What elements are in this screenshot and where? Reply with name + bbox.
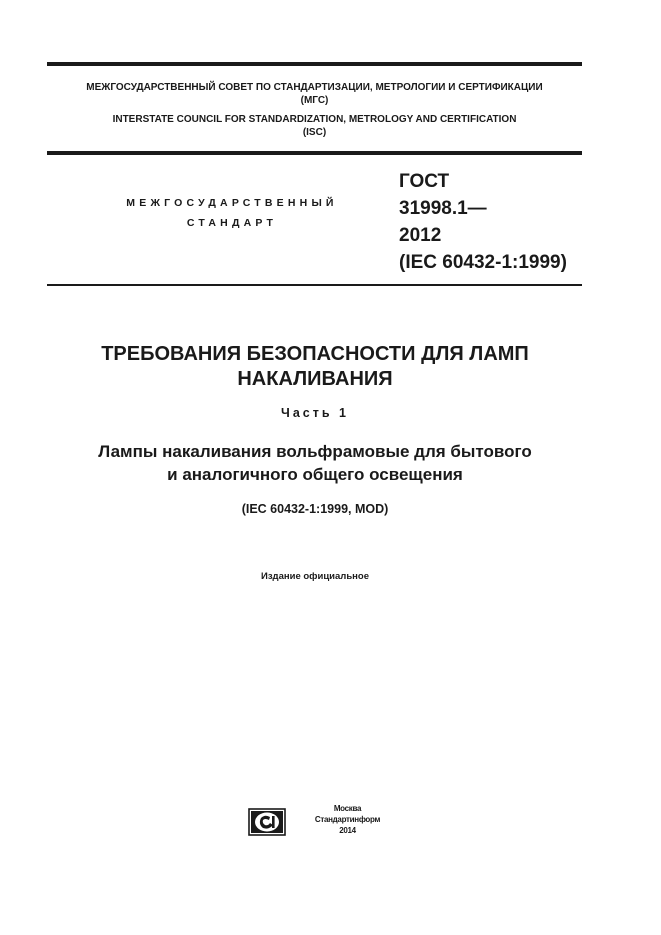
council-ru-line1: МЕЖГОСУДАРСТВЕННЫЙ СОВЕТ ПО СТАНДАРТИЗАЦИИ, МЕТРОЛОГИИ И СЕРТИФИКАЦИИ <box>86 82 543 93</box>
part-number: Часть 1 <box>281 406 349 420</box>
gost-label: ГОСТ <box>399 171 450 192</box>
council-en-abbr: (ISC) <box>302 127 327 138</box>
gost-designation <box>399 168 599 276</box>
subtitle-line1: Лампы накаливания вольфрамовые для бытового <box>98 442 532 461</box>
standard-kind-line1: МЕЖГОСУДАРСТВЕННЫЙ <box>126 197 338 209</box>
top-rule <box>47 62 582 66</box>
publisher-year: 2014 <box>339 826 356 835</box>
title-line2: НАКАЛИВАНИЯ <box>237 368 393 390</box>
council-ru-abbr: (МГС) <box>300 95 329 106</box>
standard-kind-line2: СТАНДАРТ <box>186 217 278 229</box>
edition-label: Издание официальное <box>261 571 369 582</box>
title-line1: ТРЕБОВАНИЯ БЕЗОПАСНОСТИ ДЛЯ ЛАМП <box>101 343 529 365</box>
subtitle-line2: и аналогичного общего освещения <box>167 465 463 484</box>
gost-number: 31998.1— <box>399 198 487 219</box>
standard-kind <box>82 193 382 233</box>
publisher-name: Стандартинформ <box>314 815 381 824</box>
iec-reference: (IEC 60432-1:1999, MOD) <box>241 502 389 516</box>
document-title <box>40 342 590 392</box>
council-en-line1: INTERSTATE COUNCIL FOR STANDARDIZATION, METROLOGY AND CERTIFICATION <box>112 114 517 125</box>
publisher-city: Москва <box>333 804 362 813</box>
bottom-rule <box>47 284 582 286</box>
gost-iec-equivalent: (IEC 60432-1:1999) <box>399 252 567 273</box>
middle-rule <box>47 151 582 155</box>
council-name-en <box>47 113 582 139</box>
council-name-ru <box>47 81 582 107</box>
gost-year: 2012 <box>399 225 442 246</box>
document-subtitle <box>40 440 590 486</box>
publisher-imprint <box>300 803 395 836</box>
standartinform-logo-icon <box>248 808 286 836</box>
